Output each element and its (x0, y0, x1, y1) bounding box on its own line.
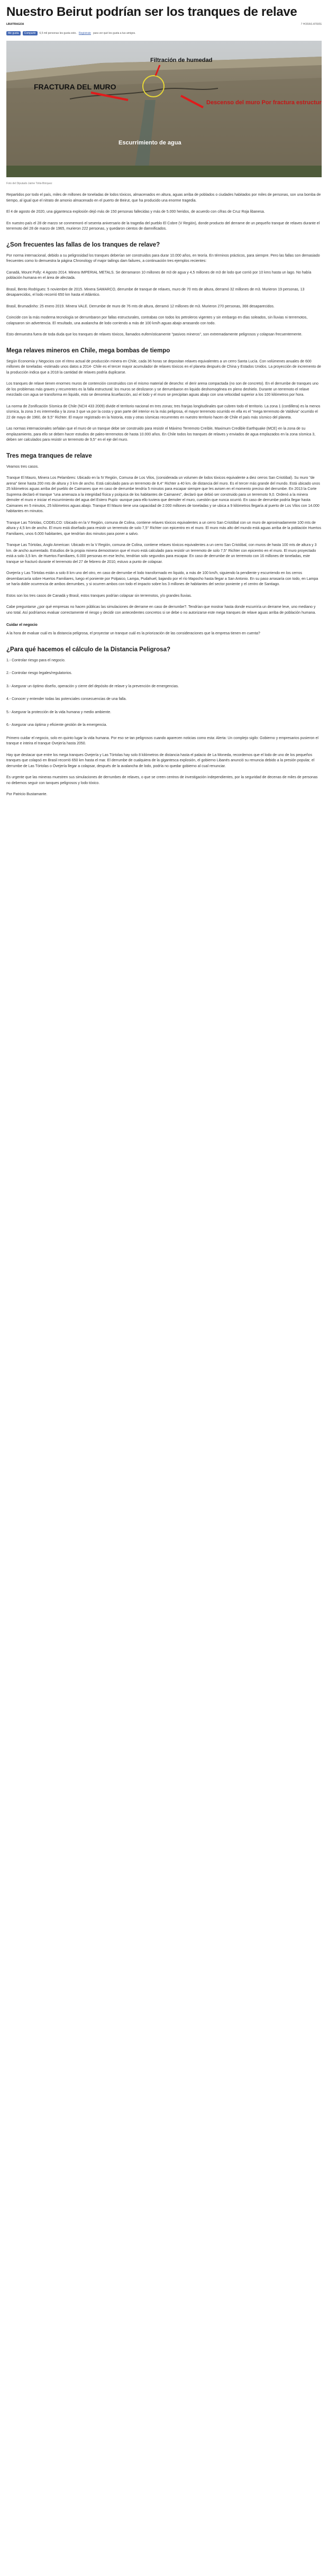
facebook-like-button[interactable]: Me gusta (6, 31, 21, 35)
photo-slope-shade (6, 78, 322, 177)
facebook-share-button[interactable]: Compartir (23, 31, 38, 35)
list-item: 6.- Asegurar una óptima y eficiente gestión de la emergencia. (6, 723, 107, 727)
priorities-list (6, 658, 322, 729)
author-link[interactable]: LBUITRAGOA (6, 23, 24, 26)
signup-text: para ver qué les gusta a tus amigos. (93, 32, 136, 35)
photo-label-descenso: Descenso del muro Por fractura estructural (206, 99, 322, 106)
paragraph: Esto demuestra fuera de toda duda que los tranques de relaves tóxicos, llamados eufemísticamente "pasivos mineros", son extremadamente peligrosos y colapsan frecuentemente. (6, 333, 303, 336)
article-page (6, 0, 322, 820)
tailings-dam-photo (6, 41, 322, 177)
paragraph: Estos son los tres casos de Canadá y Brasil, estos tranques podrían colapsar sin terremotos, y/o grandes lluvias. (6, 594, 192, 598)
paragraph: Brasil, Brumadinho: 25 enero 2019. Minera VALE. Derrumbe de muro de 76 mts de altura, derramó 12 millones de m3. Murieron 270 personas, 366 desaparecidos. (6, 304, 275, 308)
signup-link[interactable]: Regístrate (78, 32, 91, 35)
paragraph: Hay que destacar que entre los mega tranques Ovejería y Las Tórtolas hay solo 8 kilómetros de distancia hasta el palacio de La Moneda, recordemos que el lodo de uno de los pequeños tranques que colapsó en Brasil recorrió 650 km hasta el mar. El derrumbe de cualquiera de la gigantesca explosión, el gobierno Libanés anunció su renuncia debido a la presión popular, el derrumbe de Las Tórtolas o Ovejería llegar a colapsar, después de la avalancha de lodo, podría no quedar gobierno al cual renunciar. (6, 753, 315, 768)
paragraph: Tranque Las Tórtolas, Anglo American: Ubicado en la V Región, comuna de Colina, contiene relaves tóxicos equivalentes a un cerro San Cristóbal, con muros de hasta 100 mts de altura y 3 km. de ancho aumentado. Estudios de la propia minera demostraron que el muro está calculado para resistir un terremoto de solo 7,5° Richter con epicentro en el muro. El muro proyectado está a solo 3,5 km. de Huertos Familiares, 6.000 personas en ese lecho, tendrían solo segundos para escapar. En caso de derrumbe de un terremoto con 16 millones de toneladas, este tranque se fracturó durante el terremoto del 27 de febrero de 2010, estuvo a punto de colapsar. (6, 543, 317, 564)
paragraph: La norma de Zonificación Sísmica de Chile (NCH 433 2009) divide el territorio nacional en tres zonas; tres franjas longitudinales que cubren todo el territorio. La zona 1 (cordillera) es la menos sísmica, la zona 3 es intermedia y la zona 3 que va por la costa y gran parte del interior es la más peligrosa, el mayor terremoto ocurrido en ella es el "mega terremoto de Valdivia" ocurrido el 22 de mayo de 1960, de 9,5° Richter. El mayor registrado en la historia, esta y otras sísmicas recurrentes en nuestro territorio hacen de Chile el país más sísmico del planeta. (6, 404, 321, 420)
like-count-text: 6,5 mil personas les gusta esto. (39, 32, 77, 35)
paragraph: Es urgente que las mineras muestren sus simulaciones de derrumbes de relaves, o que se creen centros de investigación independientes, por la seguridad de decenas de miles de personas no debemos seguir con tanques peligrosos y lodo tóxico. (6, 776, 318, 785)
paragraph: Los tranques de relave tienen enormes muros de contención construidos con el mismo material de desecho: el derir arena compactada (no son de concreto). En el derrumbe de tranques uno de los problemas más graves y recurrentes es la falla estructural: los muros se deslizaron y se derrumbaron en liquido deshomogénea en pleno deshielo. Durante un terremoto el relave mezclado con agua se transforma en liquido, esto se denomina licuefacción, así el lodo y el muro se precipitan aguas abajo con una velocidad superior a los 100 kilómetros por hora. (6, 382, 318, 397)
paragraph: Canadá, Mount Polly: 4 Agosto 2014. Minera IMPERIAL METALS. Se derramaron 10 millones de m3 de agua y 4,5 millones de m3 de lodo que corrió por 10 kms hasta un lago. No había población humana en el área de afectada. (6, 270, 312, 280)
list-item: 4.- Conocer y entender todas las potenciales consecuencias de una falla. (6, 697, 127, 701)
paragraph: Coincide con la más moderna tecnología se derrumbaron por fallas estructurales, contrabas con todos los petroleros vigentes y sin embargo en días soleados, sin lluvias ni terremotos, colapsaron sin advertencia. El resultado, una avalancha de lodo corriendo a más de 100 km/h aguas abajo arrasando con todo. (6, 316, 308, 325)
paragraph: Veamos tres casos. (6, 465, 39, 469)
article-figure (6, 41, 322, 180)
paragraph: Por norma internacional, debido a su peligrosidad los tranques deberían ser construidos para durar 10.000 años, en teoría. En términos prácticos, para siempre. Pero las fallas son demasiado frecuentes como lo demuestra la página Chronology of major tailings dam failures, a continuación tres ejemplos recientes: (6, 253, 320, 263)
photo-label-filtracion: Filtración de humedad (150, 57, 213, 63)
publish-time: 7 HORAS ATRÁS (300, 23, 322, 26)
photo-foreground-shrubs (6, 166, 322, 177)
paragraph: Cabe preguntarse ¿por qué empresas no hacen públicas las simulaciones de derrame en caso de derrumbe?. Tendrían que mostrar hasta donde escurriría un derrame leve, uno mediano y uno total. Así podríamos evaluar correctamente el riesgo y decidir con antecedentes concretos si se debe o no autorizarse este mega tranques de relave aguas arriba de población humana. (6, 605, 316, 615)
section-heading-frecuentes: ¿Son frecuentes las fallas de los tranques de relave? (6, 241, 160, 248)
paragraph: Ovejería y Las Tórtolas están a solo 8 km uno del otro, en caso de derrumbe el lodo transformado en liquido, a más de 100 km/h, siguiendo la pendiente y escurriendo en los cerros desembarcaría sobre Huertos Familiares, luego el poniente por Polpaico, Lampa, Pudahuel, bajando por el río Mapocho hasta llegar a San Antonio. En su paso arrasaría con todo, en Lampa se haría doble ocurrencia de ambos derrumbes, y si ocurren ambos con todo el impacto sobre los 3 millones de habitantes del sector poniente y el centro de Santiago. (6, 571, 318, 586)
paragraph: Las normas internacionales señalan que el muro de un tranque debe ser construido para resistir el Máximo Terremoto Creíble, Maximum Credible Earthquake (MCE) en la zona de su emplazamiento, para ello se deben hacer estudios de paleo-terremotos de hasta 10.000 años. En Chile todos los tranques de relaves y enviados de agua emplazados en la zona sísmica 3, deben ser calculados para resistir un terremoto de 9,5° en el eje del muro. (6, 427, 316, 442)
section-heading-cuidar: Cuidar el negocio (6, 623, 38, 627)
list-item: 2.- Controlar riesgo legales/regulatorios. (6, 671, 72, 675)
facebook-share-bar (6, 31, 322, 35)
author-signature: Por Patricio Bustamante. (6, 793, 48, 796)
paragraph: Tranque Las Tórtolas, CODELCO: Ubicado en la V Región, comuna de Colina, contiene relaves tóxicos equivalentes a un cerro San Cristóbal con un muro de aproximadamente 100 mts de altura y 4,5 km de ancho. El muro está diseñado para resistir un terremoto de solo 7,5° Richter con epicentro en el muro. El muro más alto del mundo está aguas arriba de la población Huertos Familiares, unos 6.000 habitantes, que tendrían dos minutos para poner a salvo. (6, 521, 322, 536)
photo-label-fractura: FRACTURA DEL MURO (34, 83, 116, 91)
paragraph: Primero cuidar el negocio, solo en quinto lugar la vida humana. Por eso se tan peligrosos cuando aparecen noticias como esta: Alerta: Un complejo sigilo: Gobierno y empresarios pusieron el tranque e inteira el tranque Ovejería hasta 2050. (6, 736, 318, 745)
paragraph: En nuestro país el 28 de marzo se conmemoró el sesenta aniversario de la tragedia del pueblo El Cobre (V Región), donde producto del derrame de un pequeño tranque de relaves durante el terremoto del 28 de marzo de 1965, murieron 222 personas, y quedaron cientos de damnificados. (6, 221, 320, 231)
paragraph: A la hora de evaluar cuál es la distancia peligrosa, el proyectar un tranque cuál es la priorización de las consideraciones que la empresa tienen en cuenta? (6, 632, 260, 635)
list-item: 3.- Asegurar un óptimo diseño, operación y cierre del depósito de relave y la prevención de emergencias. (6, 684, 179, 688)
paragraph: El 4 de agosto de 2020, una gigantesca explosión dejó más de 150 personas fallecidas y más de 5.000 heridos, de acuerdo con cifras de Cruz Roja libanesa. (6, 210, 265, 214)
paragraph: Repartidos por todo el país, miles de millones de toneladas de lodos tóxicos, almacenados en altura, aguas arriba de poblados o ciudades habitados por miles de personas, son una bomba de tiempo, al igual que el nitrato de amonio almacenado en el puerto de Beirut, que ha producido una enorme tragedia. (6, 193, 321, 203)
article-title: Nuestro Beirut podrían ser los tranques de relave (6, 5, 297, 19)
section-heading-tres: Tres mega tranques de relave (6, 452, 92, 459)
list-item: 5.- Asegurar la protección de la vida humana y medio ambiente. (6, 710, 112, 714)
section-heading-mega: Mega relaves mineros en Chile, mega bombas de tiempo (6, 347, 170, 354)
figure-caption: Foto del Diputado Jaime Tohá-Bórquez (6, 182, 52, 185)
paragraph: Tranque El Mauro, Minera Los Pelambres: Ubicado en la IV Región, Comuna de Los Vilos, (considerada un volumen de lodos tóxicos equivalente a diez cerros San Cristóbal). Su muro "de arena" tiene hasta 200 mts de altura y 3 km de ancho. Está calculado para un terremoto de 8,4° Richter a 40 km. de distancia del muro. Es el tercer más grande del mundo. Está ubicado unos 25 kilómetros aguas arriba del pueblo de Caimanes que en caso de derrumbe tendría 5 minutos para escapar siempre que les avisen en el momento preciso del derrumbe. En 2013 la Corte Suprema declaró el tranque "una amenaza a la integridad física y psíquica de los habitantes de Caimanes", declaró que debió ser construido para un terremoto 9,0. Ordenó a la minera demoler el muro e iniciar el escurrimiento del agua del Estero Pupío -aunque para ello tuviera que demoler el muro, cuestión que nunca ocurrió. En caso de derrumbe podría llegar hasta Caimanes en 5 minutos, 25 kilómetros aguas abajo. Tranque El Mauro tiene una capacidad de 2.000 millones de toneladas y se ubica a 9 kilómetros llegaría al puerto de Los Vilos con 14.000 habitantes en minutos. (6, 476, 320, 513)
list-item: 1.- Controlar riesgo para el negocio. (6, 658, 66, 662)
paragraph: Brasil, Bento Rodrigues: 5 noviembre de 2015. Minera SAMARCO, derrumbe de tranque de relaves, muro de 70 mts de altura, derramó 32 millones de m3. Murieron 19 personas, 13 desaparecidos, el lodo recorrió 650 km hasta el Atlántico. (6, 287, 305, 297)
paragraph: Según Economía y Negocios con el ritmo actual de producción minera en Chile, cada 36 horas se depositan relaves equivalentes a un cerro Santa Lucía. Con volúmenes anuales de 600 millones de toneladas -estimado unos datos a 2014- Chile es el tercer mayor acumulador de relaves tóxicos en el planeta después de China y Estados Unidos. La proyección de incremento de la producción indica que a 2018 la cantidad de relaves podría duplicarse. (6, 359, 321, 375)
section-heading-calculo: ¿Para qué hacemos el cálculo de la Distancia Peligrosa? (6, 646, 170, 653)
article-meta (6, 23, 322, 26)
photo-label-escurrimiento: Escurrimiento de agua (119, 140, 181, 146)
